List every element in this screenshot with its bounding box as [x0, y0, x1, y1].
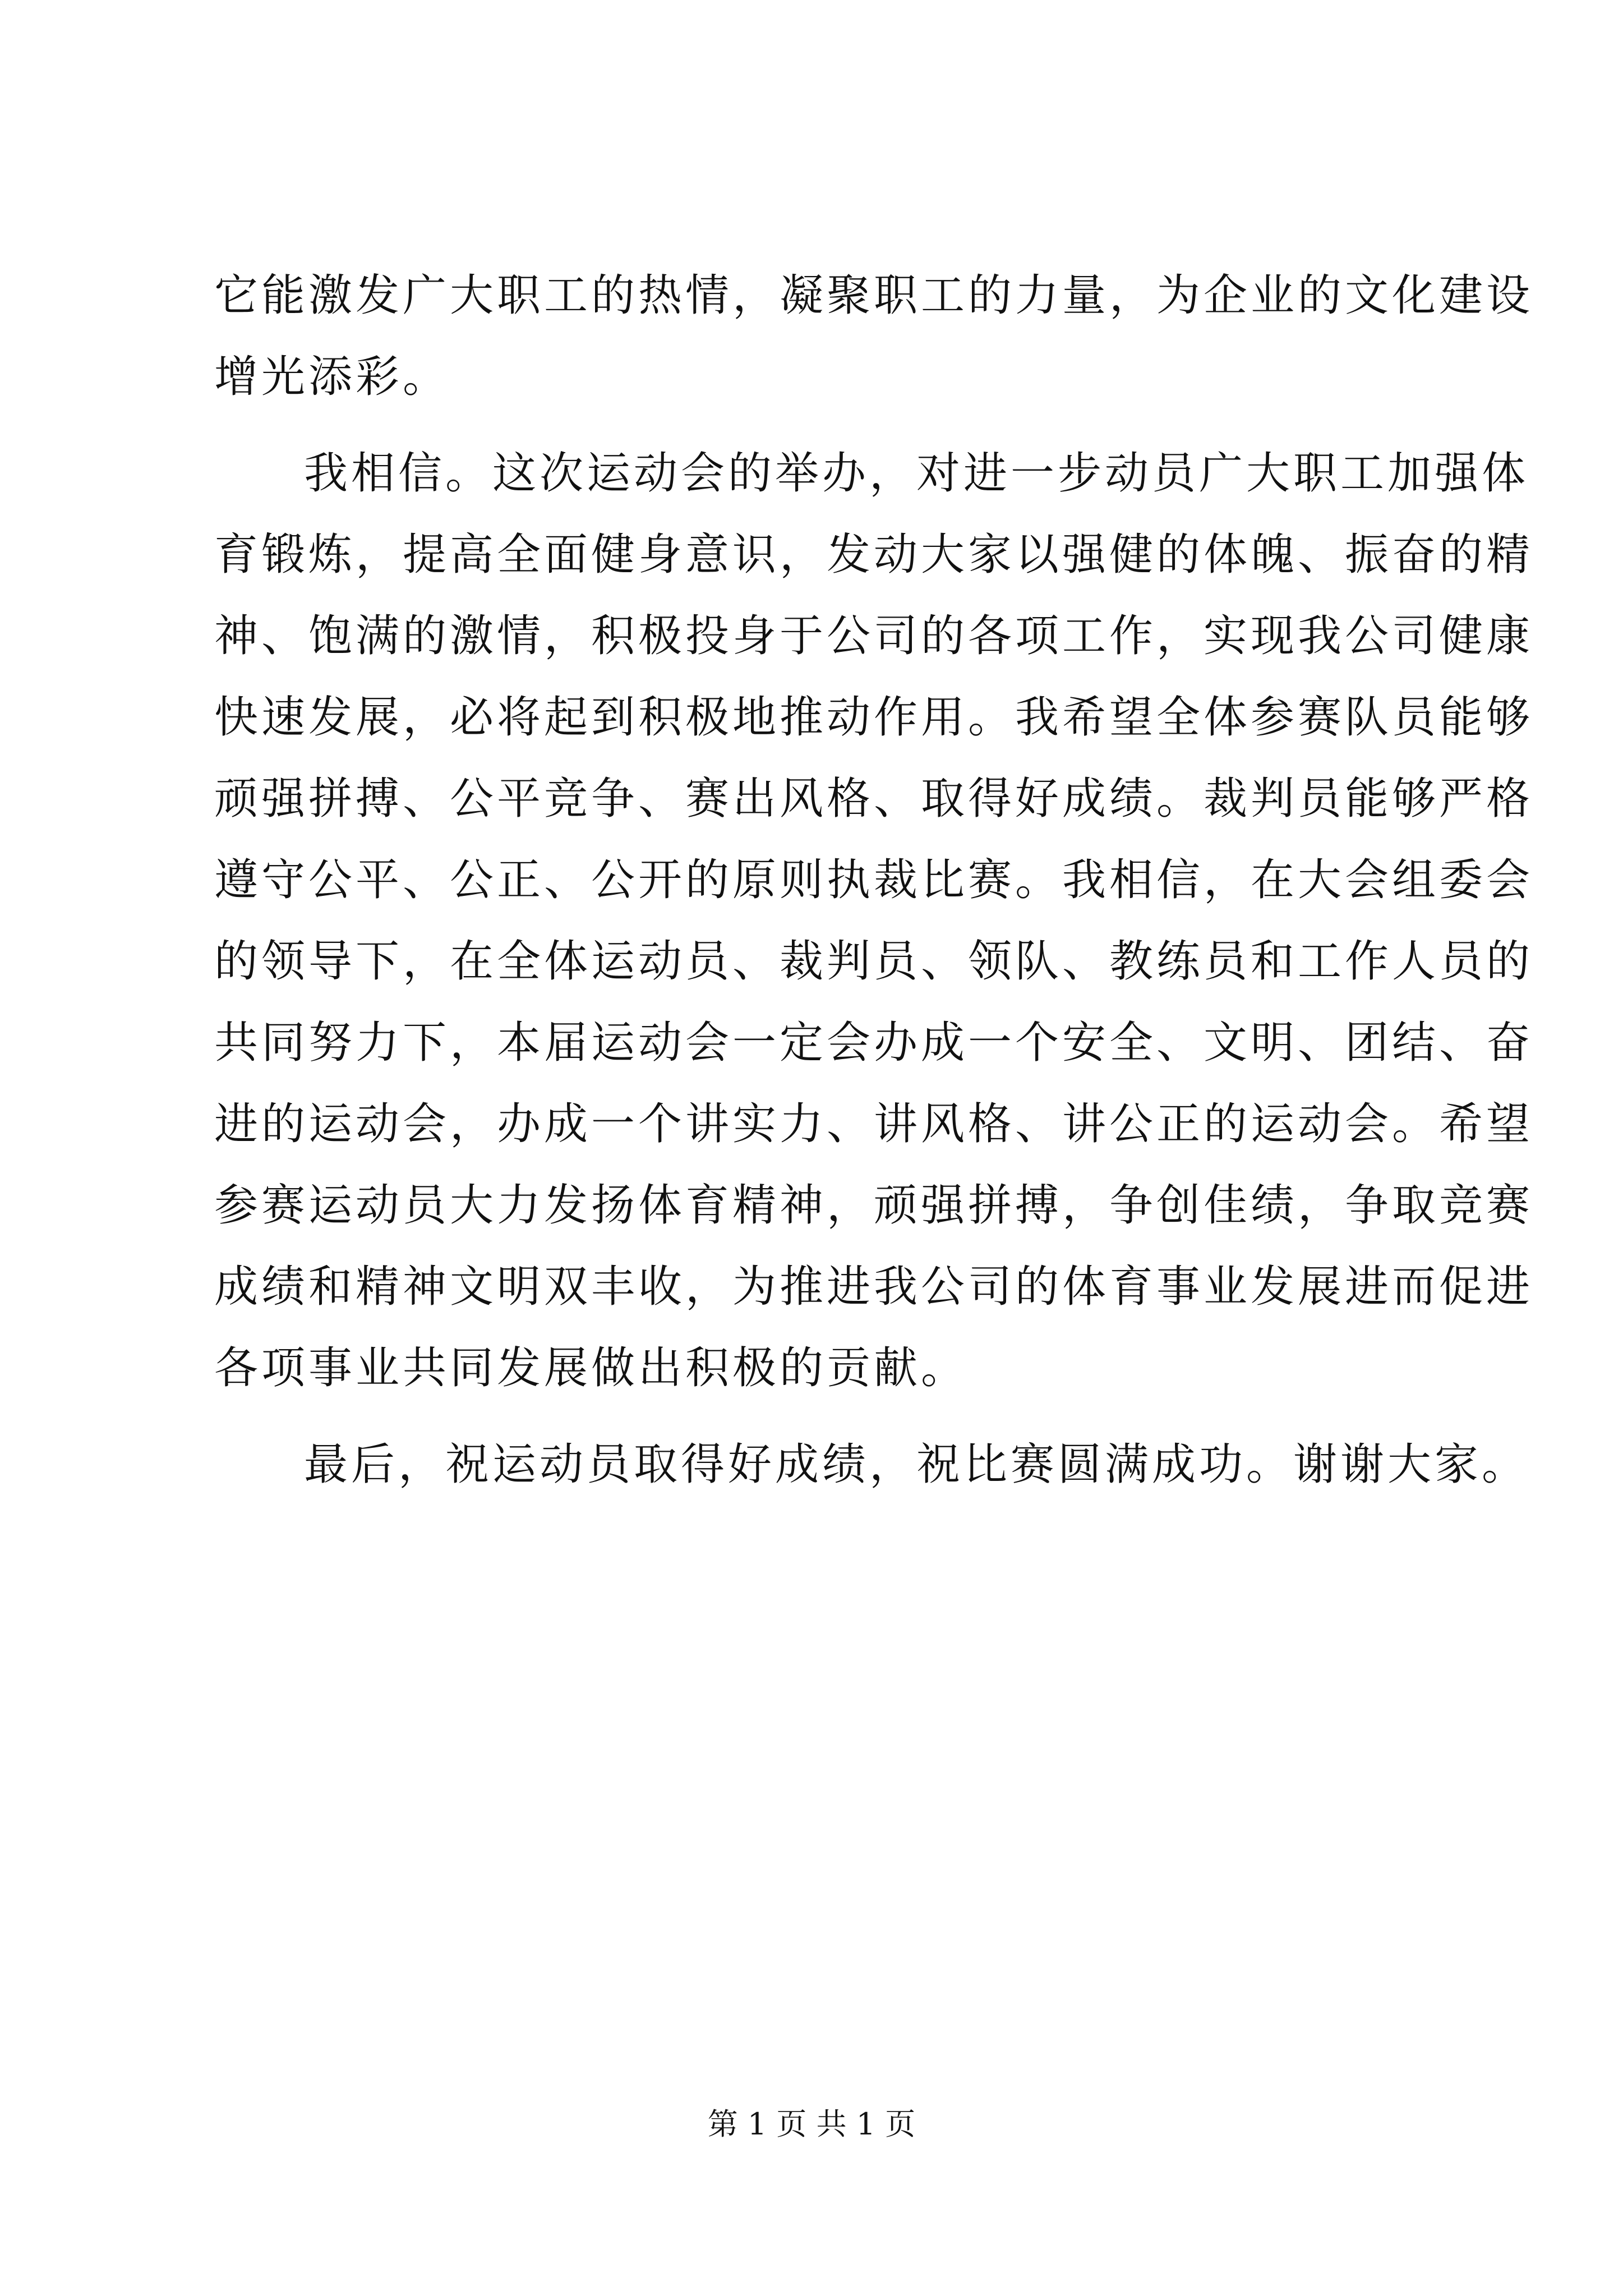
text-line: 各项事业共同发展做出积极的贡献。: [214, 1343, 969, 1393]
text-line: 它能激发广大职工的热情，凝聚职工的力量，为企业的文化建设: [214, 270, 1534, 321]
document-body: [214, 255, 1534, 1506]
paragraph-3: [214, 1424, 1529, 1506]
text-line: 进的运动会，办成一个讲实力、讲风格、讲公正的运动会。希望: [214, 1099, 1534, 1149]
page-number-footer: 第 1 页 共 1 页: [707, 2106, 916, 2142]
text-line: 最后，祝运动员取得好成绩，祝比赛圆满成功。谢谢大家。: [304, 1439, 1529, 1490]
text-line: 育锻炼，提高全面健身意识，发动大家以强健的体魄、振奋的精: [214, 530, 1534, 580]
text-line: 成绩和精神文明双丰收，为推进我公司的体育事业发展进而促进: [214, 1262, 1534, 1312]
paragraph-1: [214, 255, 1534, 418]
text-line: 神、饱满的激情，积极投身于公司的各项工作，实现我公司健康: [214, 611, 1534, 661]
text-line: 顽强拼搏、公平竞争、赛出风格、取得好成绩。裁判员能够严格: [214, 774, 1534, 824]
text-line: 快速发展，必将起到积极地推动作用。我希望全体参赛队员能够: [214, 692, 1534, 743]
paragraph-2: [214, 433, 1534, 1409]
text-line: 增光添彩。: [214, 352, 450, 402]
text-line: 我相信。这次运动会的举办，对进一步动员广大职工加强体: [304, 448, 1529, 499]
text-line: 参赛运动员大力发扬体育精神，顽强拼搏，争创佳绩，争取竞赛: [214, 1180, 1534, 1231]
text-line: 的领导下，在全体运动员、裁判员、领队、教练员和工作人员的: [214, 936, 1534, 987]
text-line: 共同努力下，本届运动会一定会办成一个安全、文明、团结、奋: [214, 1018, 1534, 1068]
text-line: 遵守公平、公正、公开的原则执裁比赛。我相信，在大会组委会: [214, 855, 1534, 905]
